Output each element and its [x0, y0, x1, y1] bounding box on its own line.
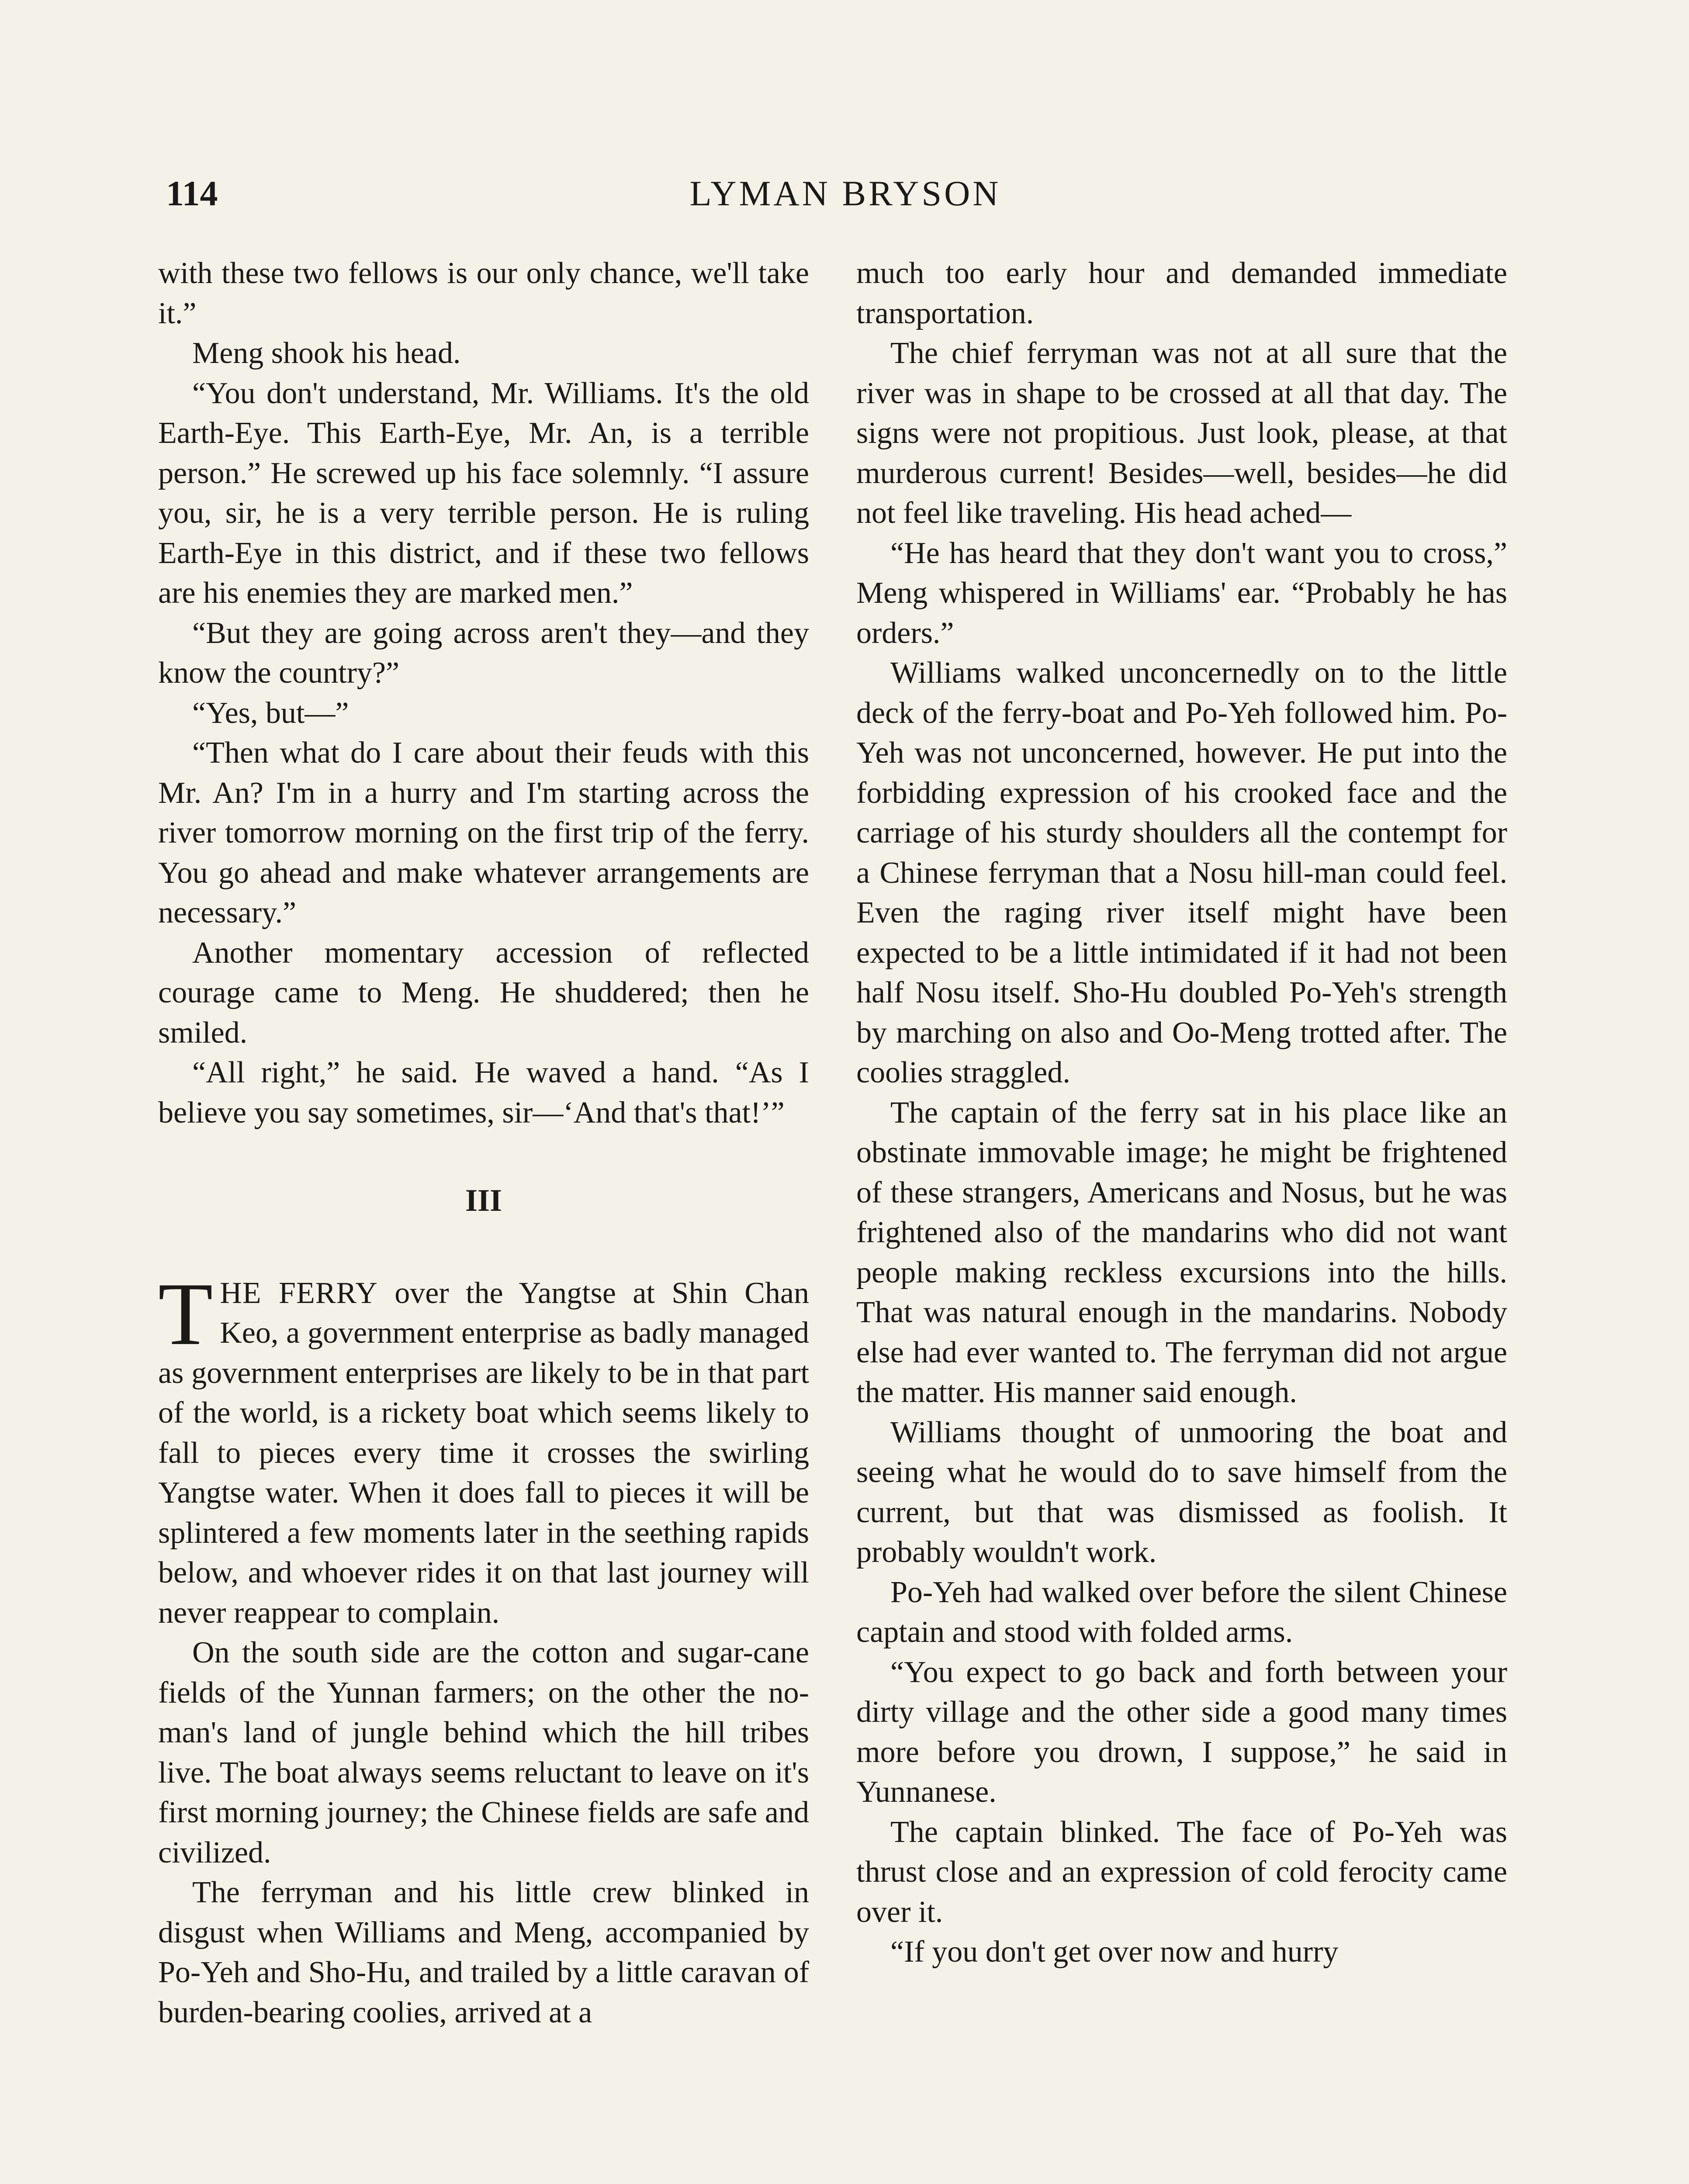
paragraph: “But they are going across aren't they—and they know the country?” — [158, 616, 809, 690]
paragraph: “He has heard that they don't want you to cross,” Meng whispered in Williams' ear. “Probably he has orders.” — [856, 536, 1507, 650]
section-number: III — [465, 1183, 502, 1218]
page-number: 114 — [166, 173, 218, 213]
left-column — [158, 253, 809, 2032]
paragraph: Meng shook his head. — [192, 336, 461, 370]
paragraph: “If you don't get over now and hurry — [890, 1935, 1339, 1969]
paragraph: with these two fellows is our only chance, we'll take it.” — [158, 256, 809, 330]
opening-text: over the Yangtse at Shin Chan Keo, a government enterprise as badly managed as government enterprises are likely to be in that part of the world, is a rickety boat which seems likely to fall to pieces every time it crosses the swirling Yangtse water. When it does fall to pieces it will be splintered a few moments later in the seething rapids below, and whoever rides it on that last journey will never reappear to complain. — [158, 1276, 810, 1630]
paragraph: “You don't understand, Mr. Williams. It's the old Earth-Eye. This Earth-Eye, Mr. An, is a terrible person.” He screwed up his face solemnly. “I assure you, sir, he is a very terrible person. He is ruling Earth-Eye in this district, and if these two fellows are his enemies they are marked men.” — [158, 376, 809, 610]
paragraph: “Yes, but—” — [192, 696, 349, 730]
drop-cap: T — [158, 1264, 213, 1364]
paragraph: Williams walked unconcernedly on to the little deck of the ferry-boat and Po-Yeh followed him. Po-Yeh was not unconcerned, however. He put into the forbidding expression of his crooked face and the carriage of his sturdy shoulders all the contempt for a Chinese ferryman that a Nosu hill-man could feel. Even the raging river itself might have been expected to be a little intimidated if it had not been half Nosu itself. Sho-Hu doubled Po-Yeh's strength by marching on also and Oo-Meng trotted after. The coolies straggled. — [856, 656, 1507, 1089]
paragraph: The captain blinked. The face of Po-Yeh was thrust close and an expression of cold ferocity came over it. — [856, 1815, 1507, 1929]
section-opening-paragraph — [158, 1264, 810, 1633]
paragraph: “Then what do I care about their feuds with this Mr. An? I'm in a hurry and I'm starting across the river tomorrow morning on the first trip of the ferry. You go ahead and make whatever arrangements are necessary.” — [158, 736, 809, 930]
right-column — [856, 253, 1507, 1972]
paragraph: much too early hour and demanded immediate transportation. — [856, 256, 1507, 330]
paragraph: The captain of the ferry sat in his place like an obstinate immovable image; he might be frightened of these strangers, Americans and Nosus, but he was frightened also of the mandarins who did not want people making reckless excursions into the hills. That was natural enough in the mandarins. Nobody else had ever wanted to. The ferryman did not argue the matter. His manner said enough. — [856, 1095, 1507, 1409]
page-header — [166, 169, 1525, 218]
paragraph: The chief ferryman was not at all sure that the river was in shape to be crossed at all that day. The signs were not propitious. Just look, please, at that murderous current! Besides—well, besides—he did not feel like traveling. His head ached— — [856, 336, 1507, 530]
paragraph: Williams thought of unmooring the boat and seeing what he would do to save himself from the current, but that was dismissed as foolish. It probably wouldn't work. — [856, 1415, 1507, 1569]
paragraph: “You expect to go back and forth between your dirty village and the other side a good many times more before you drown, I suppose,” he said in Yunnanese. — [856, 1655, 1507, 1809]
paragraph: Another momentary accession of reflected courage came to Meng. He shuddered; then he smiled. — [158, 936, 809, 1050]
opening-small-caps: HE FERRY — [220, 1276, 378, 1310]
paragraph: On the south side are the cotton and sugar-cane fields of the Yunnan farmers; on the other the no-man's land of jungle behind which the hill tribes live. The boat always seems reluctant to leave on it's first morning journey; the Chinese fields are safe and civilized. — [158, 1636, 809, 1870]
paragraph: “All right,” he said. He waved a hand. “As I believe you say sometimes, sir—‘And that's that!’” — [158, 1056, 809, 1130]
paragraph: The ferryman and his little crew blinked in disgust when Williams and Meng, accompanied by Po-Yeh and Sho-Hu, and trailed by a little caravan of burden-bearing coolies, arrived at a — [158, 1876, 809, 2029]
paragraph: Po-Yeh had walked over before the silent Chinese captain and stood with folded arms. — [856, 1575, 1507, 1649]
running-title: LYMAN BRYSON — [689, 173, 1001, 213]
